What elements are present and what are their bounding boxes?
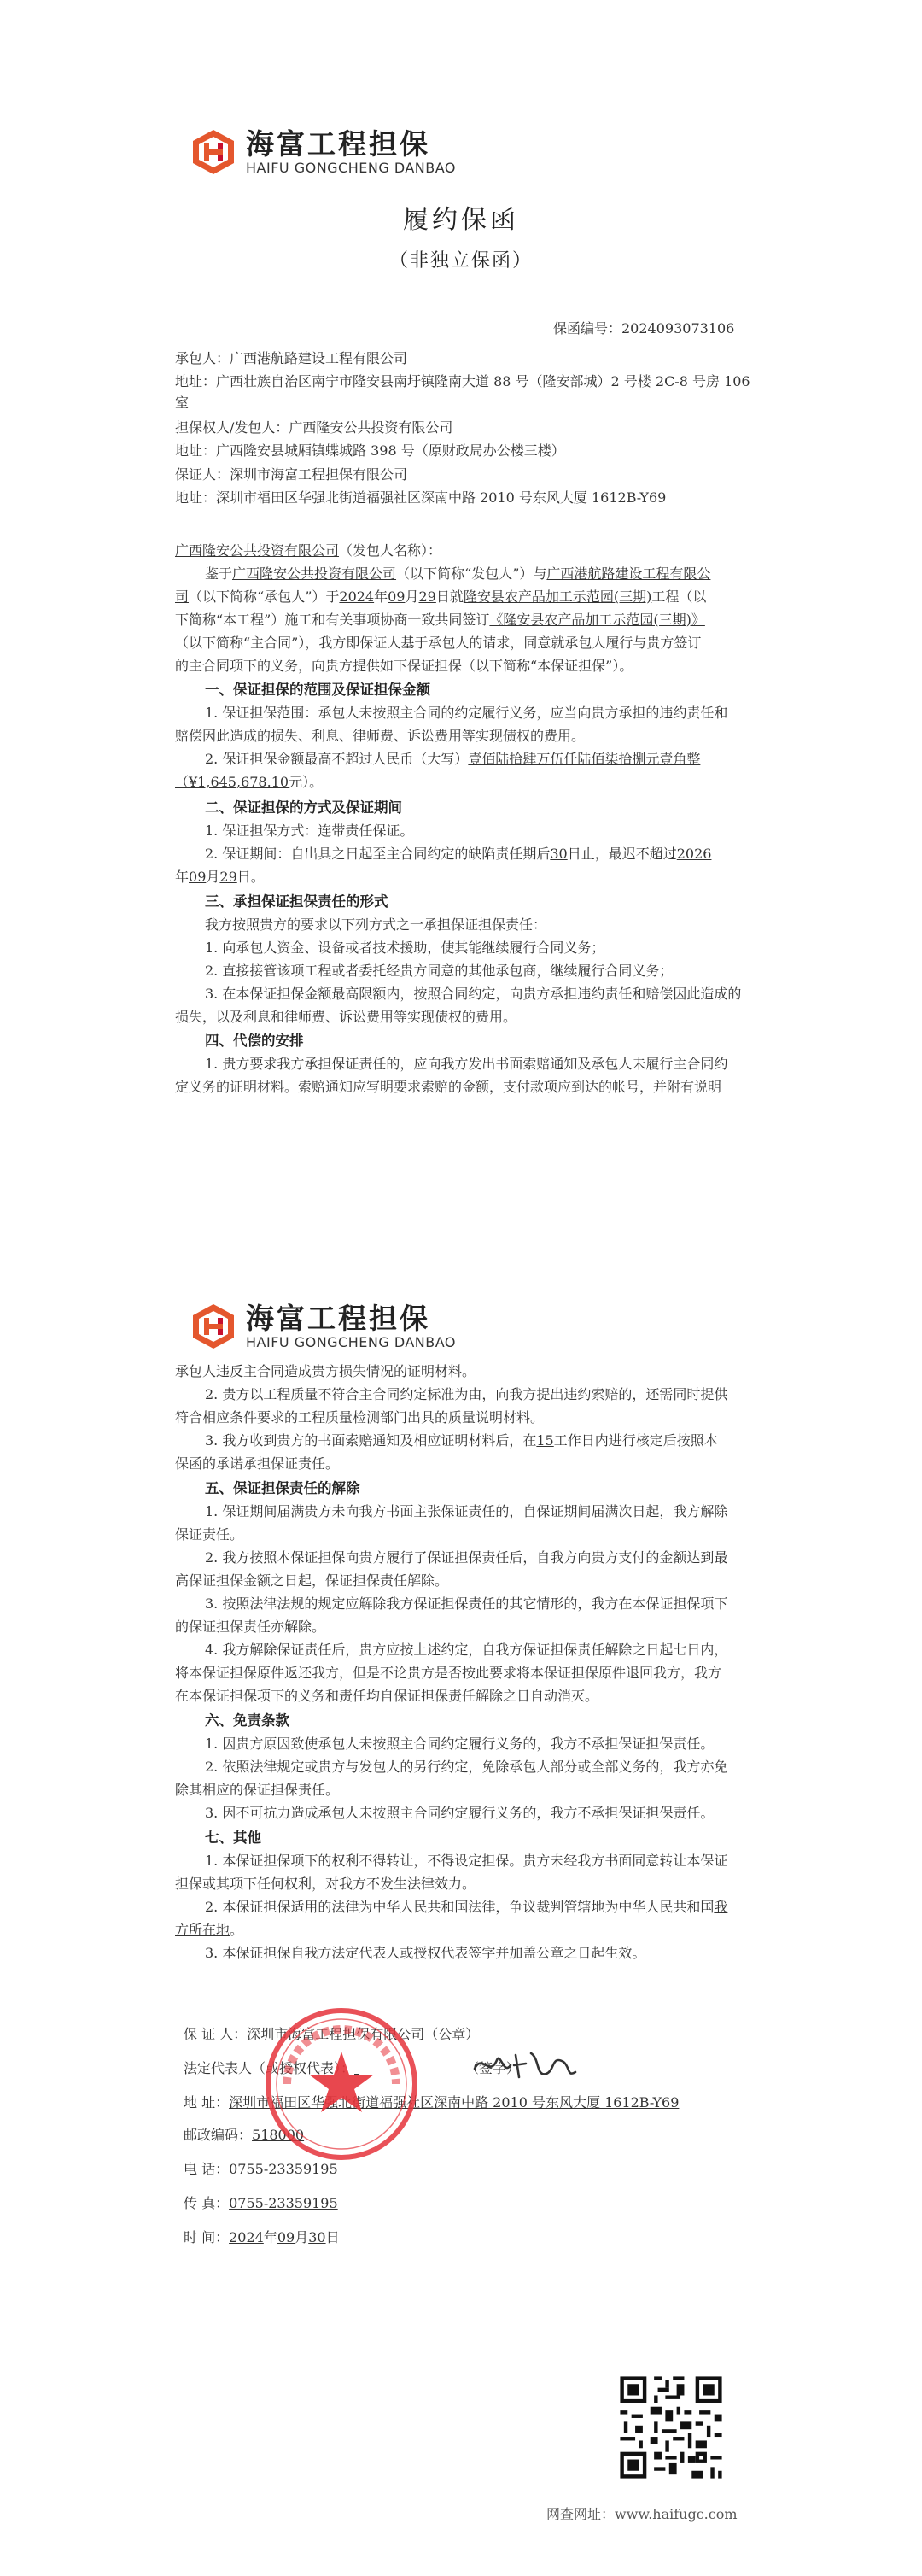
party-line: 室 <box>175 395 190 411</box>
clause-line: 在本保证担保项下的义务和责任均自保证担保责任解除之日自动消灭。 <box>175 1688 599 1704</box>
clause-line: 2. 保证担保金额最高不超过人民币（大写）壹佰陆拾肆万伍仟陆佰柒拾捌元壹角整 <box>205 751 701 767</box>
logo-name-cn: 海富工程担保 <box>246 127 430 161</box>
clause-line: 担保或其项下任何权利，对我方不发生法律效力。 <box>175 1876 476 1892</box>
postcode-row: 邮政编码：518000 <box>184 2127 305 2143</box>
guarantee-page-1 <box>0 0 922 1153</box>
clause-line: 3. 因不可抗力造成承包人未按照主合同约定履行义务的，我方不承担保证担保责任。 <box>205 1805 715 1821</box>
clause-line: 除其相应的保证担保责任。 <box>175 1782 340 1798</box>
clause-line: 方所在地。 <box>175 1922 244 1938</box>
section-heading: 六、免责条款 <box>205 1712 289 1729</box>
party-line: 地址：深圳市福田区华强北街道福强社区深南中路 2010 号东风大厦 1612B-Y69 <box>175 489 667 506</box>
clause-line: 4. 我方解除保证责任后，贵方应按上述约定，自我方保证担保责任解除之日起七日内， <box>205 1642 728 1658</box>
clause-line: 1. 本保证担保项下的权利不得转让，不得设定担保。贵方未经我方书面同意转让本保证 <box>205 1853 728 1869</box>
company-seal-icon <box>256 1999 427 2169</box>
handwritten-signature-icon <box>470 2043 581 2086</box>
section-heading: 一、保证担保的范围及保证担保金额 <box>205 682 430 698</box>
clause-line: 年09月29日。 <box>175 869 265 885</box>
clause-line: 2. 我方按照本保证担保向贵方履行了保证担保责任后，自我方向贵方支付的金额达到最 <box>205 1549 728 1566</box>
clause-line: 保函的承诺承担保证责任。 <box>175 1455 340 1472</box>
document-subtitle: （非独立保函） <box>388 250 533 272</box>
guarantee-page-2 <box>0 1281 922 2576</box>
party-line: 承包人：广西港航路建设工程有限公司 <box>175 350 408 366</box>
logo-name-en: HAIFU GONGCHENG DANBAO <box>246 1334 457 1350</box>
legal-rep-row: 法定代表人（或授权代表）： （签字） <box>184 2060 521 2076</box>
clause-line: 损失，以及利息和律师费、诉讼费用等实现债权的费用。 <box>175 1009 517 1025</box>
section-heading: 五、保证担保责任的解除 <box>205 1480 360 1496</box>
employer-name: 广西隆安公共投资有限公司 <box>175 542 340 559</box>
clause-line: 符合相应条件要求的工程质量检测部门出具的质量说明材料。 <box>175 1409 545 1426</box>
clause-line: 我方按照贵方的要求以下列方式之一承担保证担保责任： <box>205 916 547 933</box>
guarantor-address: 深圳市福田区华强北街道福强社区深南中路 2010 号东风大厦 1612B-Y69 <box>229 2094 680 2111</box>
clause-line: 1. 保证担保方式：连带责任保证。 <box>205 823 414 839</box>
party-line: 地址：广西隆安县城厢镇蝶城路 398 号（原财政局办公楼三楼） <box>175 442 565 459</box>
address-row: 地 址：深圳市福田区华强北街道福强社区深南中路 2010 号东风大厦 1612B-Y69 <box>184 2094 680 2111</box>
clause-line: 2. 直接接管该项工程或者委托经贵方同意的其他承包商，继续履行合同义务； <box>205 963 674 979</box>
clause-line: 的保证担保责任亦解除。 <box>175 1619 326 1635</box>
clause-line: （¥1,645,678.10元）。 <box>175 774 324 790</box>
section-heading: 四、代偿的安排 <box>205 1033 304 1049</box>
intro-line: 的主合同项下的义务，向贵方提供如下保证担保（以下简称“本保证担保”）。 <box>175 658 633 674</box>
clause-line: 3. 在本保证担保金额最高限额内，按照合同约定，向贵方承担违约责任和赔偿因此造成的 <box>205 986 742 1002</box>
verification-website: 网查网址：www.haifugc.com <box>546 2506 738 2522</box>
date-row: 时 间：2024年09月30日 <box>184 2229 340 2245</box>
section-heading: 二、保证担保的方式及保证期间 <box>205 799 402 816</box>
guarantor-row: 保 证 人：深圳市海富工程担保有限公司（公章） <box>184 2026 480 2042</box>
logo-name-cn: 海富工程担保 <box>246 1302 430 1335</box>
amount-in-words: 壹佰陆拾肆万伍仟陆佰柒拾捌元壹角整 <box>468 751 701 767</box>
phone-row: 电 话：0755-23359195 <box>184 2161 338 2177</box>
clause-line: 2. 本保证担保适用的法律为中华人民共和国法律，争议裁判管辖地为中华人民共和国我 <box>205 1899 728 1915</box>
clause-line: 赔偿因此造成的损失、利息、律师费、诉讼费用等实现债权的费用。 <box>175 728 586 744</box>
section-heading: 三、承担保证担保责任的形式 <box>205 893 388 910</box>
clause-line: 3. 本保证担保自我方法定代表人或授权代表签字并加盖公章之日起生效。 <box>205 1945 646 1961</box>
intro-line: 下简称“本工程”）施工和有关事项协商一致共同签订《隆安县农产品加工示范园(三期)》 <box>175 612 705 628</box>
company-logo <box>190 1303 456 1350</box>
clause-line: 1. 保证期间届满贵方未向我方书面主张保证责任的，自保证期间届满次日起，我方解除 <box>205 1503 728 1519</box>
party-line: 保证人：深圳市海富工程担保有限公司 <box>175 466 408 483</box>
company-logo <box>190 128 456 176</box>
intro-line: 鉴于广西隆安公共投资有限公司（以下简称“发包人”）与广西港航路建设工程有限公 <box>205 565 711 582</box>
haifu-logo-icon <box>190 128 237 176</box>
fax-row: 传 真：0755-23359195 <box>184 2195 338 2211</box>
clause-line: 定义务的证明材料。索赔通知应写明要求索赔的金额，支付款项应到达的帐号，并附有说明 <box>175 1079 722 1095</box>
party-line: 担保权人/发包人：广西隆安公共投资有限公司 <box>175 419 453 436</box>
haifu-logo-icon <box>190 1303 237 1350</box>
clause-line: 高保证担保金额之日起，保证担保责任解除。 <box>175 1572 449 1589</box>
salutation: 广西隆安公共投资有限公司（发包人名称）： <box>175 542 442 559</box>
clause-line: 保证责任。 <box>175 1526 244 1543</box>
clause-line: 1. 向承包人资金、设备或者技术援助，使其能继续履行合同义务； <box>205 940 605 956</box>
clause-line: 1. 保证担保范围：承包人未按照主合同的约定履行义务，应当向贵方承担的违约责任和 <box>205 705 728 721</box>
amount-in-figures: （¥1,645,678.10 <box>175 774 289 790</box>
clause-line: 2. 贵方以工程质量不符合主合同约定标准为由，向我方提出违约索赔的，还需同时提供 <box>205 1386 728 1402</box>
document-title: 履约保函 <box>403 205 519 235</box>
clause-line: 3. 按照法律法规的规定应解除我方保证担保责任的其它情形的，我方在本保证担保项下 <box>205 1595 728 1612</box>
clause-line: 承包人违反主合同造成贵方损失情况的证明材料。 <box>175 1363 476 1379</box>
logo-name-en: HAIFU GONGCHENG DANBAO <box>246 160 457 176</box>
clause-line: 3. 我方收到贵方的书面索赔通知及相应证明材料后，在15工作日内进行核定后按照本 <box>205 1432 718 1449</box>
clause-line: 1. 因贵方原因致使承包人未按照主合同约定履行义务的，我方不承担保证担保责任。 <box>205 1736 715 1752</box>
clause-line: 2. 保证期间：自出具之日起至主合同约定的缺陷责任期后30日止，最迟不超过2026 <box>205 846 712 862</box>
intro-line: （以下简称“主合同”），我方即保证人基于承包人的请求，同意就承包人履行与贵方签订 <box>175 635 702 651</box>
intro-line: 司（以下简称“承包人”）于2024年09月29日就隆安县农产品加工示范园(三期)工程（以 <box>175 588 707 605</box>
clause-line: 1. 贵方要求我方承担保证责任的，应向我方发出书面索赔通知及承包人未履行主合同约 <box>205 1056 728 1072</box>
section-heading: 七、其他 <box>205 1830 261 1846</box>
qr-code-icon <box>616 2373 726 2482</box>
clause-line: 2. 依照法律规定或贵方与发包人的另行约定，免除承包人部分或全部义务的，我方亦免 <box>205 1759 728 1775</box>
clause-line: 将本保证担保原件返还我方，但是不论贵方是否按此要求将本保证担保原件退回我方，我方 <box>175 1665 722 1681</box>
guarantee-number: 保函编号：2024093073106 <box>553 320 735 337</box>
guarantor-name: 深圳市海富工程担保有限公司 <box>247 2026 425 2042</box>
party-line: 地址：广西壮族自治区南宁市隆安县南圩镇隆南大道 88 号（隆安部城）2 号楼 2C-8 号房 106 <box>175 373 750 389</box>
